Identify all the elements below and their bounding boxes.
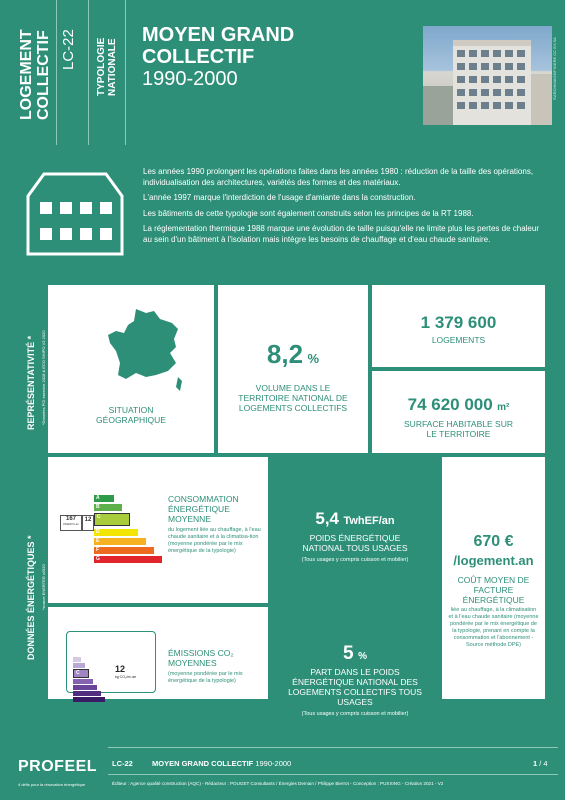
sidebar-nationale-text: NATIONALE <box>107 38 118 96</box>
sidebar-typologie-text: TYPOLOGIE <box>96 37 107 96</box>
situation-card <box>48 285 214 453</box>
surface-value: 74 620 000 <box>407 395 493 414</box>
ges-bar-b <box>73 663 85 668</box>
cout-label: COÛT MOYEN DE FACTURE ÉNERGÉTIQUE <box>457 575 530 605</box>
sidebar-logement <box>18 29 52 120</box>
part-card <box>272 607 438 717</box>
situation-label: SITUATION GÉOGRAPHIQUE <box>96 405 166 425</box>
footer-credits: Éditeur : Agence qualité construction (AQC) - Rédacteur : POUGET Consultants / Énergies Demain / Philippe Bierrot - Conception : PUXXING - Création 2021 - V2 <box>112 781 444 786</box>
dpe-bar-e: E <box>94 538 146 545</box>
part-unit: % <box>358 651 367 662</box>
dpe-label-unit: kWhEP/m².an <box>63 523 79 526</box>
page-title <box>142 24 294 68</box>
footer-rule-top <box>108 747 558 748</box>
ges-diagram <box>66 631 156 693</box>
part-note: (Tous usages y compris cuisson et mobilier) <box>301 711 409 717</box>
ges-bar-d <box>73 679 93 684</box>
page-period: 1990-2000 <box>142 68 238 90</box>
representativite-note: *Données PCI exercice 2018 & ECO SHIPO V3 2020 <box>41 330 46 425</box>
cout-card <box>442 457 545 699</box>
percent-figure <box>218 339 368 370</box>
building-illustration <box>423 26 552 125</box>
emissions-desc: (moyenne pondérée par le mix énergétique de la typologie) <box>168 671 243 684</box>
sidebar-divider-3 <box>125 0 126 145</box>
dpe-ges-label: 12 <box>82 515 94 531</box>
logements-value: 1 379 600 <box>420 313 497 332</box>
cout-unit: /logement.an <box>453 553 534 568</box>
sidebar-code: LC-22 <box>60 29 77 70</box>
sidebar-divider-2 <box>88 0 89 145</box>
ges-bar-c: C <box>73 669 89 678</box>
part-value: 5 <box>343 643 354 664</box>
dpe-label-value: 167 <box>65 516 76 522</box>
poids-card <box>272 457 438 603</box>
percent-unit: % <box>307 351 320 366</box>
dpe-bar-b: B <box>94 504 122 511</box>
footer-brand: PROFEEL <box>18 758 98 775</box>
intro-text <box>143 167 543 245</box>
france-map <box>106 307 186 393</box>
ges-bar-a <box>73 657 81 662</box>
poids-value: 5,4 <box>315 509 340 528</box>
dpe-bar-g: G <box>94 556 162 563</box>
title-line-1: MOYEN GRAND <box>142 24 295 46</box>
footer-title-text: MOYEN GRAND COLLECTIF <box>152 759 254 768</box>
ges-unit: kg CO₂/m².an <box>115 675 137 679</box>
sidebar-collectif-text: COLLECTIF <box>35 30 52 120</box>
footer-logo <box>18 758 97 787</box>
dpe-bar-a: A <box>94 495 114 502</box>
part-label: PART DANS LE POIDS ÉNERGÉTIQUE NATIONAL DES LOGEMENTS COLLECTIFS TOUS USAGES <box>288 667 422 707</box>
consommation-card <box>48 457 268 603</box>
cout-desc: liée au chauffage, à la climatisation et à l'eau chaude sanitaire (moyenne pondérée par le mix énergétique de la typologie, prenant en compte la consommation et l'abonnement - Source méthode DPE) <box>448 607 539 648</box>
percent-value: 8,2 <box>266 339 304 369</box>
energie-label: DONNÉES ÉNERGÉTIQUES * <box>26 535 36 660</box>
footer-period: 1990-2000 <box>255 759 292 768</box>
footer-pagination <box>533 759 548 768</box>
part-figure <box>272 643 438 665</box>
intro-paragraph-3: Les bâtiments de cette typologie sont également construits selon les principes de la RT 1988. <box>143 208 474 218</box>
poids-label: POIDS ÉNERGÉTIQUE NATIONAL TOUS USAGES <box>302 533 408 553</box>
surface-unit: m² <box>497 402 510 413</box>
dpe-bar-c: C <box>94 513 130 526</box>
ges-value: 12 <box>115 664 126 674</box>
consommation-desc: du logement liée au chauffage, à l'eau chaude sanitaire et à la climatisa-tion (moyenne pondérée par le mix énergétique de la typologie) <box>168 527 261 554</box>
sidebar-typologie <box>96 38 118 96</box>
surface-figure <box>372 395 545 415</box>
footer-page: 1 <box>533 759 538 768</box>
photo-credit: ©ARCHIMAGE/FIGERE CC BY-SA <box>552 37 557 100</box>
intro-paragraph-4: La réglementation thermique 1988 marque une évolution de taille puisqu'elle ne limite plus les pertes de chaleur au sein d'un bâtiment à l'isolation mais intègre les besoins de chauffage et d'eau chaude sanitaire. <box>143 224 539 244</box>
consommation-title: CONSOMMATION ÉNERGÉTIQUE MOYENNE <box>168 494 239 524</box>
logements-card <box>372 285 545 367</box>
representativite-label: REPRÉSENTATIVITÉ * <box>26 335 36 430</box>
ges-bar-f <box>73 691 101 696</box>
dpe-bars <box>94 495 164 567</box>
title-line-2: COLLECTIF <box>142 46 255 68</box>
footer-code: LC-22 <box>112 759 133 768</box>
poids-unit: TwhEF/an <box>343 515 395 527</box>
footer-pages: / 4 <box>539 759 548 768</box>
intro-paragraph-2: L'année 1997 marque l'interdiction de l'usage d'amiante dans la construction. <box>143 193 416 202</box>
energie-note: *source ENERTER v2020 <box>41 564 46 610</box>
building-icon <box>22 168 128 261</box>
building-photo <box>423 26 552 125</box>
surface-card <box>372 371 545 453</box>
footer-brand-sub: 4 défis pour la rénovation énergétique <box>18 782 86 787</box>
surface-label: SURFACE HABITABLE SUR LE TERRITOIRE <box>404 419 513 439</box>
dpe-bar-d: D <box>94 529 138 536</box>
sidebar-divider-1 <box>56 0 57 145</box>
percent-label: VOLUME DANS LE TERRITOIRE NATIONAL DE LOGEMENTS COLLECTIFS <box>238 383 348 413</box>
emissions-title: ÉMISSIONS CO₂ MOYENNES <box>168 648 234 668</box>
dpe-label <box>60 515 82 531</box>
poids-note: (Tous usages y compris cuisson et mobilier) <box>301 557 409 563</box>
dpe-bar-f: F <box>94 547 154 554</box>
sidebar-logement-text: LOGEMENT <box>18 29 35 120</box>
poids-figure <box>272 509 438 529</box>
footer-rule-bottom <box>108 774 558 775</box>
cout-value: 670 € <box>473 533 514 550</box>
ges-bar-g <box>73 697 105 702</box>
intro-paragraph-1: Les années 1990 prolongent les opérations faites dans les années 1980 : réduction de la taille des opérations, individualisation des architectures, variétés des formes et des matériaux. <box>143 167 534 187</box>
logements-label: LOGEMENTS <box>431 335 486 345</box>
ges-bar-e <box>73 685 97 690</box>
footer-title <box>152 759 291 768</box>
emissions-card <box>48 607 268 699</box>
percent-card <box>218 285 368 453</box>
